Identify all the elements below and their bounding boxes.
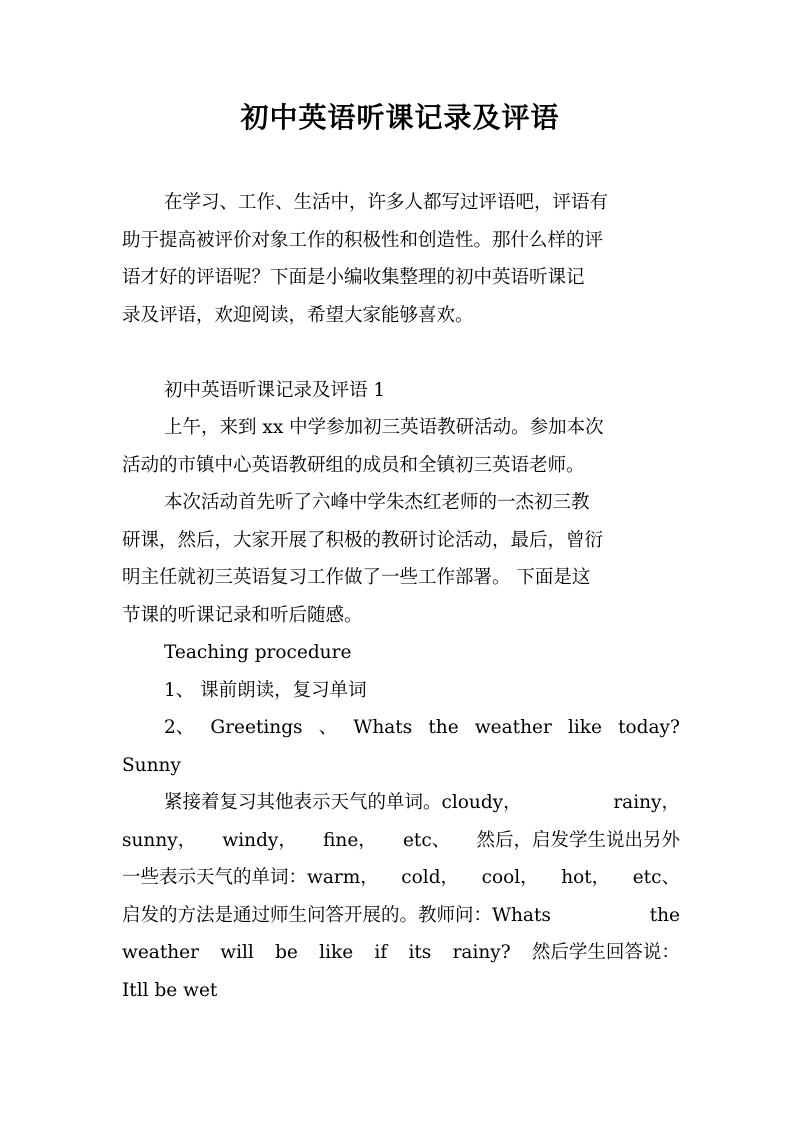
step-2-part: 、 [318,717,338,738]
step-2-part: today? [618,717,680,738]
intro-line-4: 录及评语，欢迎阅读，希望大家能够喜欢。 [122,304,474,326]
para3-line-1-part: rainy， [613,792,680,813]
intro-line-2: 助于提高被评价对象工作的积极性和创造性。那什么样的评 [122,229,604,251]
step-2-part: the [428,717,459,738]
para3-line-5-part: rainy? [452,942,511,963]
intro-line-3: 语才好的评语呢？下面是小编收集整理的初中英语听课记 [122,267,585,288]
para3-line-3-part: cold， [401,867,460,888]
para3-line-5-part: its [408,942,432,963]
step-2-part: 2、 [164,717,195,738]
para1-line-2: 活动的市镇中心英语教研组的成员和全镇初三英语老师。 [122,454,585,476]
para3-line-4 [122,897,680,935]
step-2-line [122,709,680,747]
para3-line-2-part: windy， [222,829,297,851]
document-title: 初中英语听课记录及评语 [240,101,560,134]
procedure-heading: Teaching procedure [164,642,352,663]
step-2-end: Sunny [122,754,181,776]
step-2-part: Whats [353,717,413,738]
para3-line-5-part: if [374,942,388,963]
document-body [122,184,680,1009]
para3-line-2-part: etc、 [402,829,451,851]
para3-line-3-part: cool， [481,867,539,888]
para1-line-1: 上午，来到 xx 中学参加初三英语教研活动。参加本次 [164,417,604,438]
para3-line-3-part: 一些表示天气的单词：warm， [122,867,379,888]
para3-line-5 [122,934,680,972]
para2-line-3: 明主任就初三英语复习工作做了一些工作部署。 下面是这 [122,567,591,588]
para3-line-4-part: the [649,904,680,926]
para3-line-3-part: etc、 [632,867,680,888]
para2-line-4: 节课的听课记录和听后随感。 [122,604,363,626]
para2-line-1: 本次活动首先听了六峰中学朱杰红老师的一杰初三教 [164,492,590,513]
para3-line-1 [122,784,680,822]
para3-line-5-part: like [319,942,354,963]
para3-line-2-part: fine， [323,829,377,851]
step-2-part: Greetings [210,717,303,738]
para3-line-5-part: weather [122,942,199,963]
section-heading: 初中英语听课记录及评语 1 [164,379,386,401]
step-2-part: like [567,717,602,738]
step-1: 1、 课前朗读，复习单词 [164,679,367,701]
para3-line-2-part: sunny， [122,829,197,851]
para3-line-1-part: 紧接着复习其他表示天气的单词。cloudy， [164,792,522,813]
para3-line-3-part: hot， [561,867,611,888]
step-2-part: weather [474,717,552,738]
intro-line-1: 在学习、工作、生活中，许多人都写过评语吧，评语有 [164,192,609,213]
para3-line-5-part: be [275,942,298,963]
para3-line-5-part: 然后学生回答说： [531,942,680,963]
para3-line-2 [122,822,680,860]
para3-line-6: Itll be wet [122,979,218,1001]
para3-line-3 [122,859,680,897]
para3-line-5-part: will [220,942,254,963]
paragraph-gap [122,334,680,372]
para2-line-2: 研课，然后，大家开展了积极的教研讨论活动，最后，曾衍 [122,529,604,551]
para3-line-4-part: 启发的方法是通过师生问答开展的。教师问：Whats [122,904,551,926]
para3-line-2-part: 然后，启发学生说出另外 [476,829,680,851]
